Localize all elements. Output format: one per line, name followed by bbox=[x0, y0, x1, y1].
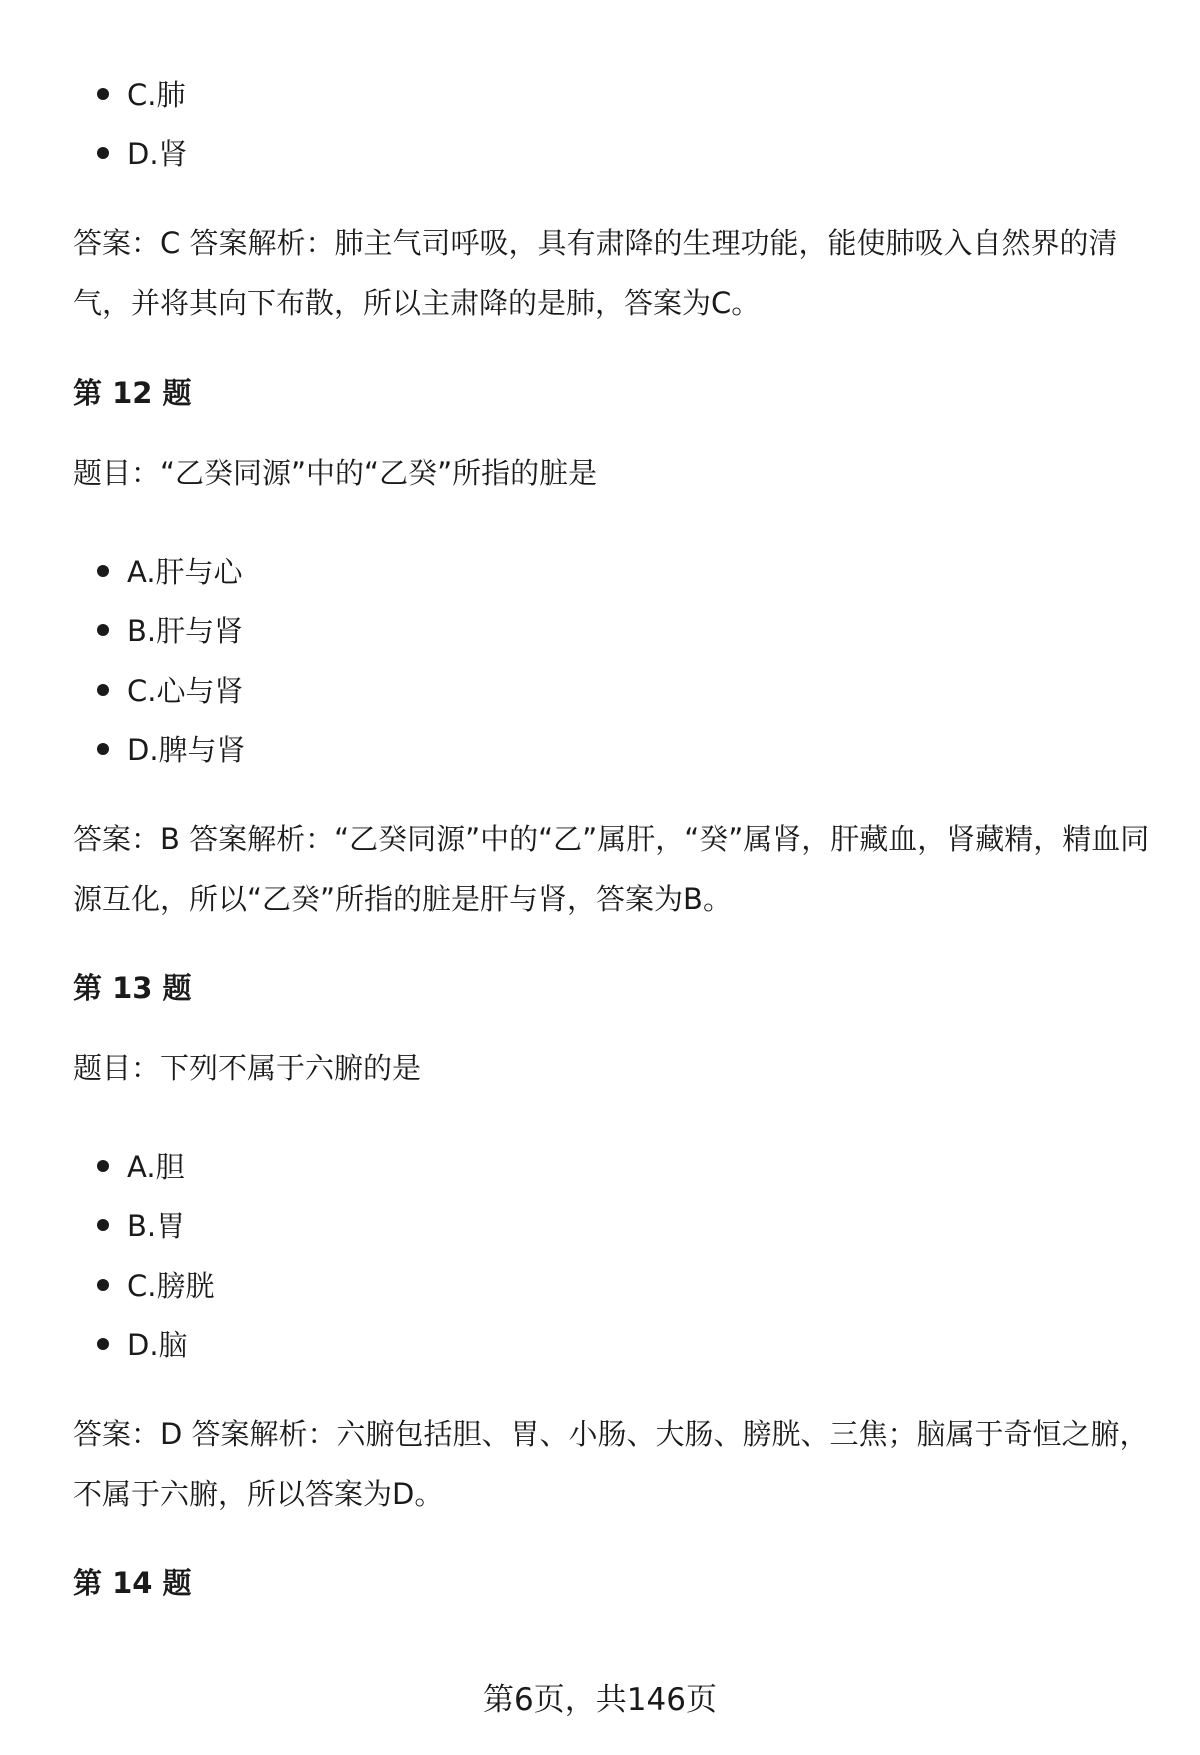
q13-heading: 第 13 题 bbox=[73, 971, 192, 1005]
option-text: A.肝与心 bbox=[127, 555, 243, 589]
q12-option-d bbox=[97, 730, 246, 770]
bullet-icon bbox=[97, 565, 109, 577]
option-text: B.胃 bbox=[127, 1209, 186, 1243]
q11-option-d bbox=[97, 134, 188, 174]
q13-answer: 答案：D 答案解析：六腑包括胆、胃、小肠、大肠、膀胱、三焦；脑属于奇恒之腑，不属于六腑，所以答案为D。 bbox=[73, 1417, 1149, 1511]
bullet-icon bbox=[97, 684, 109, 696]
q12-option-a bbox=[97, 552, 243, 592]
bullet-icon bbox=[97, 1338, 109, 1350]
q12-heading: 第 12 题 bbox=[73, 376, 192, 410]
option-text: A.胆 bbox=[127, 1150, 185, 1184]
q11-answer: 答案：C 答案解析：肺主气司呼吸，具有肃降的生理功能，能使肺吸入自然界的清气，并将其向下布散，所以主肃降的是肺，答案为C。 bbox=[73, 226, 1118, 320]
option-text: C.肺 bbox=[127, 78, 186, 112]
q14-heading: 第 14 题 bbox=[73, 1566, 192, 1600]
q12-answer: 答案：B 答案解析：“乙癸同源”中的“乙”属肝，“癸”属肾，肝藏血，肾藏精，精血同源互化，所以“乙癸”所指的脏是肝与肾，答案为B。 bbox=[73, 822, 1150, 916]
q13-option-b bbox=[97, 1206, 185, 1246]
option-text: C.膀胱 bbox=[127, 1269, 215, 1303]
q13-option-c bbox=[97, 1266, 214, 1306]
option-text: B.肝与肾 bbox=[127, 614, 244, 648]
q13-question: 题目：下列不属于六腑的是 bbox=[73, 1051, 422, 1085]
option-text: D.脾与肾 bbox=[127, 733, 246, 767]
bullet-icon bbox=[97, 1279, 109, 1291]
option-text: C.心与肾 bbox=[127, 674, 244, 708]
bullet-icon bbox=[97, 1219, 109, 1231]
bullet-icon bbox=[97, 624, 109, 636]
q13-option-a bbox=[97, 1147, 185, 1187]
page-number-footer: 第6页，共146页 bbox=[483, 1682, 717, 1718]
bullet-icon bbox=[97, 147, 109, 159]
bullet-icon bbox=[97, 1160, 109, 1172]
q11-option-c bbox=[97, 75, 185, 115]
q13-option-d bbox=[97, 1325, 188, 1365]
option-text: D.脑 bbox=[127, 1328, 188, 1362]
option-text: D.肾 bbox=[127, 137, 188, 171]
q12-option-b bbox=[97, 611, 243, 651]
bullet-icon bbox=[97, 743, 109, 755]
q12-question: 题目：“乙癸同源”中的“乙癸”所指的脏是 bbox=[73, 456, 598, 490]
bullet-icon bbox=[97, 88, 109, 100]
q12-option-c bbox=[97, 671, 243, 711]
